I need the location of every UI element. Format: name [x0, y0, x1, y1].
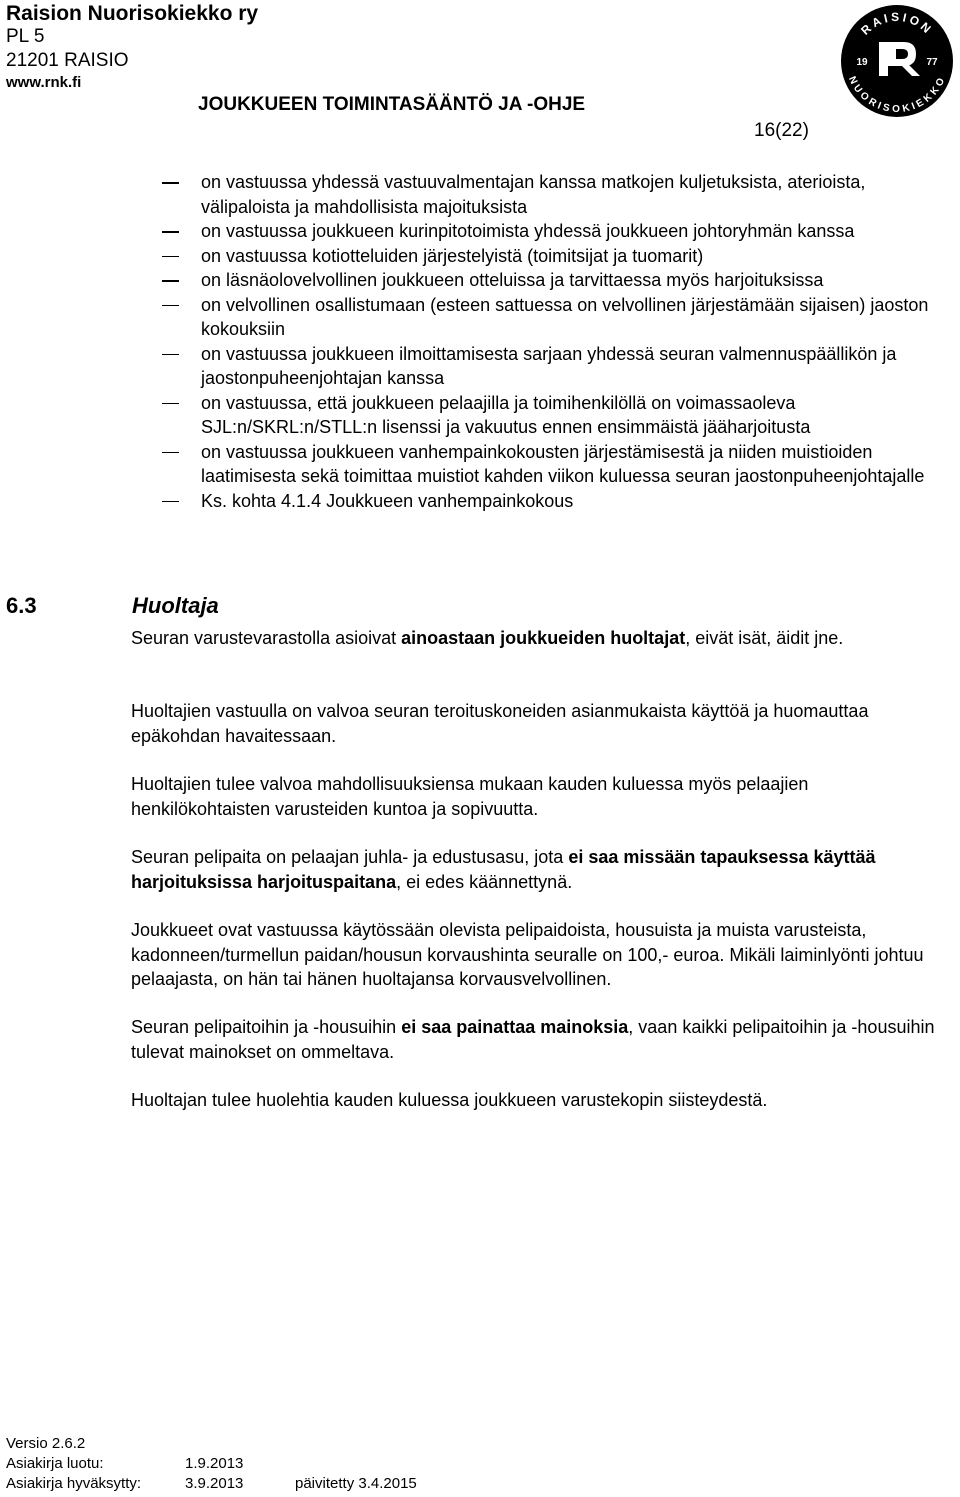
version-label: Versio 2.6.2 — [6, 1435, 86, 1452]
paragraph-game-jersey: Seuran pelipaita on pelaajan juhla- ja edustusasu, jota ei saa missään tapauksessa käyttää harjoituksissa harjoituspaitana, ei edes käännettynä. — [131, 847, 876, 892]
paragraph-advertisements: Seuran pelipaitoihin ja -housuihin ei saa painattaa mainoksia, vaan kaikki pelipaitoihin ja -housuihin tulevat mainokset on ommeltava. — [131, 1017, 935, 1062]
address-line-1: PL 5 — [6, 26, 45, 47]
list-item: on velvollinen osallistumaan (esteen sattuessa on velvollinen järjestämään sijaisen) jaoston kokouksiin — [201, 294, 929, 339]
club-logo-icon — [840, 4, 954, 118]
document-title: JOUKKUEEN TOIMINTASÄÄNTÖ JA -OHJE — [198, 94, 586, 115]
paragraph-personal-equipment: Huoltajien tulee valvoa mahdollisuuksiensa mukaan kauden kuluessa myös pelaajien henkilökohtaisten varusteiden kuntoa ja sopivuutta. — [131, 774, 809, 819]
section-number: 6.3 — [6, 593, 37, 618]
section-heading — [6, 592, 219, 620]
created-date: 1.9.2013 — [185, 1455, 244, 1472]
paragraph-locker-room: Huoltajan tulee huolehtia kauden kuluessa joukkueen varustekopin siisteydestä. — [131, 1090, 768, 1110]
list-item: on vastuussa joukkueen ilmoittamisesta sarjaan yhdessä seuran valmennuspäällikön ja jaostonpuheenjohtajan kanssa — [201, 343, 897, 388]
list-item: on läsnäolovelvollinen joukkueen otteluissa ja tarvittaessa myös harjoituksissa — [201, 270, 824, 290]
approved-label: Asiakirja hyväksytty: — [6, 1475, 142, 1492]
logo-year-left: 19 — [856, 57, 868, 68]
section-title: Huoltaja — [132, 593, 219, 618]
organization-name: Raision Nuorisokiekko ry — [6, 2, 259, 25]
list-item: on vastuussa yhdessä vastuuvalmentajan kanssa matkojen kuljetuksista, aterioista, välipaloista ja mahdollisista majoituksista — [201, 172, 866, 217]
list-item: on vastuussa joukkueen vanhempainkokousten järjestämisestä ja niiden muistioiden laatimisesta sekä toimittaa muistiot kahden viikon kuluessa seuran jaostonpuheenjohtajalle — [201, 441, 925, 486]
created-label: Asiakirja luotu: — [6, 1455, 104, 1472]
approved-date: 3.9.2013 — [185, 1475, 244, 1492]
paragraph-team-responsibility: Joukkueet ovat vastuussa käytössään olevista pelipaidoista, housuista ja muista varusteista, kadonneen/turmellun paidan/housun korvaushinta seuralle on 100,- euroa. Mikäli laiminlyönti johtuu pelaajasta, on hän tai hänen huoltajansa korvausvelvollinen. — [131, 920, 924, 989]
list-item: on vastuussa, että joukkueen pelaajilla ja toimihenkilöllä on voimassaoleva SJL:n/SKRL:n/STLL:n lisenssi ja vakuutus ennen ensimmäistä jääharjoitusta — [201, 392, 811, 437]
list-item: Ks. kohta 4.1.4 Joukkueen vanhempainkokous — [201, 490, 574, 511]
updated-date: päivitetty 3.4.2015 — [295, 1475, 417, 1492]
page-number: 16(22) — [754, 120, 809, 141]
logo-bottom-text: NUORISOKIEKKO — [845, 74, 949, 116]
document-header — [6, 0, 954, 150]
document-footer — [6, 1434, 606, 1494]
logo-top-text: RAISION — [858, 9, 936, 38]
paragraph-sharpening: Huoltajien vastuulla on valvoa seuran teroituskoneiden asianmukaista käyttöä ja huomauttaa epäkohdan havaitessaan. — [131, 701, 869, 746]
list-item: on vastuussa kotiotteluiden järjestelyistä (toimitsijat ja tuomarit) — [201, 245, 704, 266]
paragraph-equipment-storage: Seuran varustevarastolla asioivat ainoastaan joukkueiden huoltajat, eivät isät, äidit jne. — [131, 628, 844, 648]
logo-year-right: 77 — [926, 57, 938, 68]
website-link[interactable]: www.rnk.fi — [6, 74, 82, 91]
address-line-2: 21201 RAISIO — [6, 50, 129, 71]
list-item: on vastuussa joukkueen kurinpitotoimista yhdessä joukkueen johtoryhmän kanssa — [201, 221, 855, 241]
responsibilities-list — [160, 170, 950, 513]
